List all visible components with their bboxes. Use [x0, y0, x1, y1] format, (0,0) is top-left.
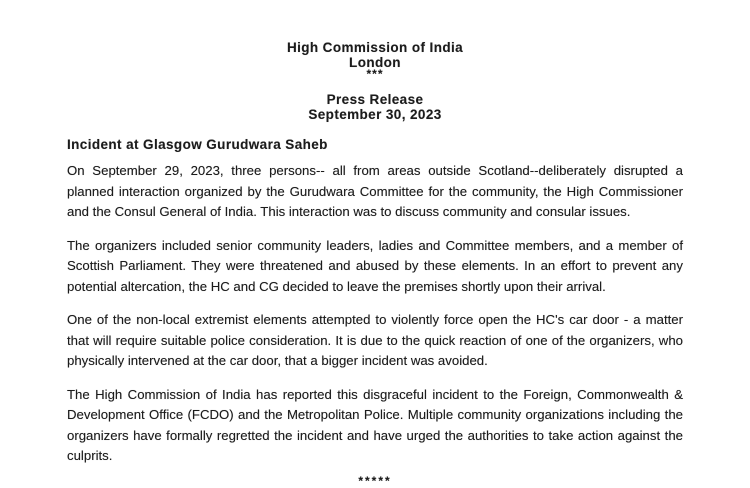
header-separator-stars: *** — [366, 67, 384, 81]
paragraph-reporting: The High Commission of India has reported this disgraceful incident to the Foreign, Commonwealth & Development Office (FCDO) and the Metropolitan Police. Multiple community organizations including the organizers have formally regretted the incident and have urged the authorities to take action against the culprits. — [67, 386, 683, 463]
paragraph-incident-description: On September 29, 2023, three persons-- all from areas outside Scotland--deliberately disrupted a planned interaction organized by the Gurudwara Committee for the community, the High Commissioner and the Consul General of India. This interaction was to discuss community and consular issues. — [67, 163, 683, 219]
footer-separator-stars: ***** — [358, 473, 392, 488]
document-title: Incident at Glasgow Gurudwara Saheb — [67, 137, 328, 152]
document-body — [67, 136, 683, 486]
release-date: September 30, 2023 — [308, 107, 442, 122]
paragraph-organizers: The organizers included senior community leaders, ladies and Committee members, and a member of Scottish Parliament. They were threatened and abused by these elements. In an effort to prevent any potential altercation, the HC and CG decided to leave the premises shortly upon their arrival. — [67, 237, 683, 294]
organization-name: High Commission of India — [286, 40, 464, 55]
organization-city: London — [349, 55, 401, 70]
release-type: Press Release — [326, 92, 424, 107]
document-header — [0, 0, 750, 122]
paragraph-car-door-incident: One of the non-local extremist elements attempted to violently force open the HC's car door - a matter that will require suitable police consideration. It is due to the quick reaction of one of the organizers, who physically intervened at the car door, that a bigger incident was avoided. — [67, 312, 683, 368]
